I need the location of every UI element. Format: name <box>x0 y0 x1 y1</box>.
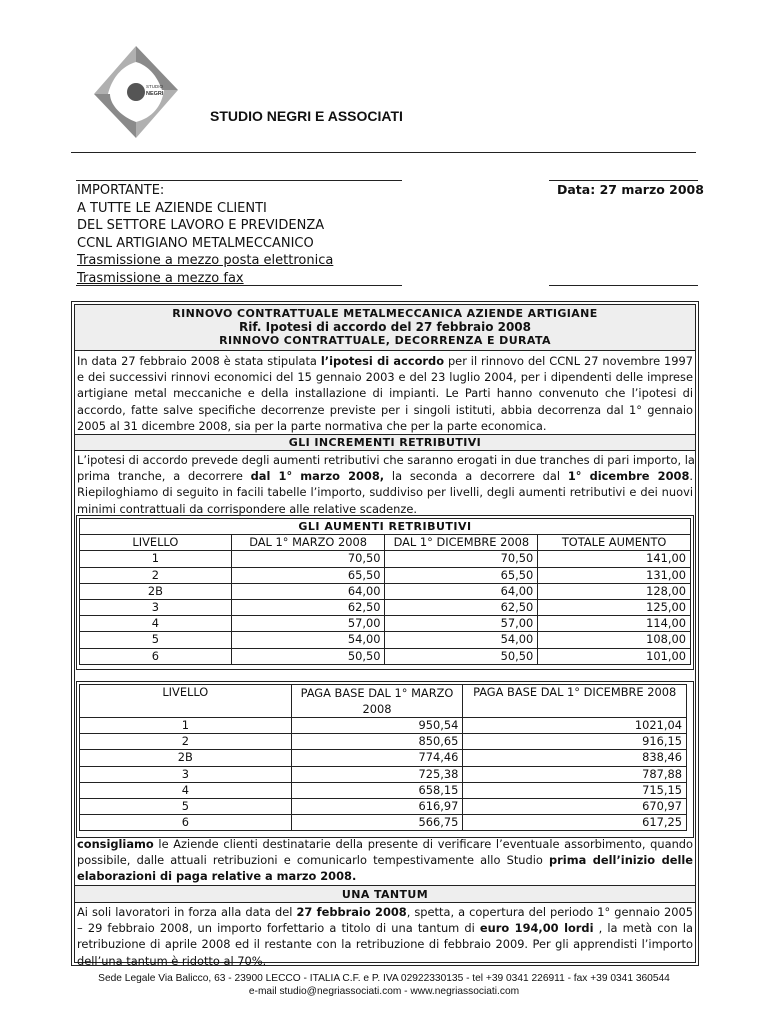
recipient-line-3: CCNL ARTIGIANO METALMECCANICO <box>77 235 314 251</box>
una-tantum-line: dell’una tantum è ridotto al 70%. <box>77 953 267 968</box>
cell: 62,50 <box>231 599 385 615</box>
increments-bold-march: dal 1° marzo 2008, <box>250 469 385 484</box>
advice-bold: prima dell’inizio delle <box>549 853 693 868</box>
circular-title: RINNOVO CONTRATTUALE METALMECCANICA AZIENDE ARTIGIANE <box>172 307 598 320</box>
table2-header: LIVELLO <box>80 685 292 718</box>
cell: 838,46 <box>463 750 687 766</box>
una-tantum-text: – 29 febbraio 2008, un importo forfettario a titolo di una tantum di <box>77 921 480 936</box>
cell: 54,00 <box>385 632 538 648</box>
recipient-line-2: DEL SETTORE LAVORO E PREVIDENZA <box>77 218 325 233</box>
circular-header <box>75 304 695 351</box>
intro-line: e dei successivi rinnovi economici del 15 gennaio 2003 e del 23 luglio 2004, per i dipendenti delle imprese <box>77 370 693 385</box>
cell: 658,15 <box>291 782 463 798</box>
cell: 5 <box>80 632 232 648</box>
cell: 114,00 <box>538 616 691 632</box>
base-pay-table <box>79 684 687 831</box>
una-tantum-text: , spetta, a copertura del periodo 1° gennaio 2005 <box>406 905 694 919</box>
una-tantum-bold-amount: euro 194,00 lordi <box>479 921 594 936</box>
table-row <box>80 815 687 831</box>
increments-heading: GLI INCREMENTI RETRIBUTIVI <box>75 434 695 451</box>
table-row <box>80 616 691 632</box>
recipient-block <box>77 182 333 287</box>
cell: 70,50 <box>385 551 538 567</box>
cell: 125,00 <box>538 599 691 615</box>
cell: 787,88 <box>463 766 687 782</box>
increments-table <box>79 518 691 665</box>
cell: 670,97 <box>463 798 687 814</box>
circular-subtitle: RINNOVO CONTRATTUALE, DECORRENZA E DURATA <box>219 334 551 347</box>
cell: 6 <box>80 648 232 664</box>
advice-bold: consigliamo <box>77 837 154 851</box>
cell: 616,97 <box>291 798 463 814</box>
advice-paragraph <box>77 836 693 885</box>
cell: 3 <box>80 599 232 615</box>
cell: 62,50 <box>385 599 538 615</box>
date-bottom-rule <box>549 285 698 286</box>
intro-bold-ipotesi: l’ipotesi di accordo <box>320 354 445 368</box>
cell: 725,38 <box>291 766 463 782</box>
intro-text: per il rinnovo del CCNL 27 novembre 1997 <box>444 354 694 368</box>
header-divider <box>71 152 696 153</box>
address-bottom-rule <box>76 285 402 286</box>
cell: 64,00 <box>385 583 538 599</box>
increments-line: minimi contrattuali da corrispondere alle relative scadenze. <box>77 501 417 516</box>
increments-text: prima tranche, a decorrere <box>77 469 251 484</box>
document-date: Data: 27 marzo 2008 <box>557 182 704 197</box>
table-row <box>80 599 691 615</box>
studio-negri-logo <box>90 42 182 142</box>
intro-text: In data 27 febbraio 2008 è stata stipulata <box>77 354 321 368</box>
table-row <box>80 782 687 798</box>
table-row <box>80 798 687 814</box>
cell: 50,50 <box>385 648 538 664</box>
advice-text: possibile, dalle attuali retribuzioni e comunicarlo tempestivamente allo Studio <box>77 853 550 868</box>
cell: 5 <box>80 798 292 814</box>
cell: 6 <box>80 815 292 831</box>
cell: 50,50 <box>231 648 385 664</box>
table1-header: LIVELLO <box>80 535 232 551</box>
transmission-email: Trasmissione a mezzo posta elettronica <box>77 253 334 268</box>
una-tantum-bold-date: 27 febbraio 2008 <box>296 905 407 919</box>
cell: 57,00 <box>231 616 385 632</box>
cell: 774,46 <box>291 750 463 766</box>
cell: 715,15 <box>463 782 687 798</box>
footer-contacts: e-mail studio@negriassociati.com - www.negriassociati.com <box>248 986 520 997</box>
intro-paragraph <box>77 353 693 434</box>
cell: 850,65 <box>291 734 463 750</box>
cell: 131,00 <box>538 567 691 583</box>
advice-bold: elaborazioni di paga relative a marzo 2008. <box>77 869 357 884</box>
table-row <box>80 718 687 734</box>
table2-header-march <box>291 685 463 718</box>
table2-header-line: PAGA BASE DAL 1° MARZO <box>300 686 454 700</box>
table1-header: TOTALE AUMENTO <box>538 535 691 551</box>
cell: 101,00 <box>538 648 691 664</box>
increments-text: la seconda a decorrere dal <box>384 469 568 484</box>
table-row <box>80 734 687 750</box>
cell: 950,54 <box>291 718 463 734</box>
table-row <box>80 750 687 766</box>
cell: 2B <box>80 750 292 766</box>
cell: 65,50 <box>385 567 538 583</box>
cell: 617,25 <box>463 815 687 831</box>
address-top-rule <box>76 180 402 181</box>
cell: 2 <box>80 567 232 583</box>
footer <box>0 972 768 998</box>
cell: 4 <box>80 616 232 632</box>
una-tantum-text: Ai soli lavoratori in forza alla data del <box>77 905 297 919</box>
cell: 1 <box>80 718 292 734</box>
table1-header: DAL 1° DICEMBRE 2008 <box>385 535 538 551</box>
cell: 108,00 <box>538 632 691 648</box>
cell: 57,00 <box>385 616 538 632</box>
cell: 1021,04 <box>463 718 687 734</box>
una-tantum-text: , la metà con la <box>593 921 693 936</box>
table-row <box>80 551 691 567</box>
logo-text-negri: NEGRI <box>146 91 164 97</box>
table-row <box>80 648 691 664</box>
circular-reference: Rif. Ipotesi di accordo del 27 febbraio 2008 <box>238 319 532 334</box>
increments-line: Riepiloghiamo di seguito in facili tabelle l’importo, suddiviso per livelli, degli aumenti retributivi e dei nuovi <box>77 485 693 500</box>
table-row <box>80 567 691 583</box>
cell: 4 <box>80 782 292 798</box>
table-row <box>80 583 691 599</box>
cell: 70,50 <box>231 551 385 567</box>
cell: 566,75 <box>291 815 463 831</box>
cell: 65,50 <box>231 567 385 583</box>
cell: 141,00 <box>538 551 691 567</box>
cell: 916,15 <box>463 734 687 750</box>
footer-address: Sede Legale Via Balicco, 63 - 23900 LECCO - ITALIA C.F. e P. IVA 02922330135 - tel +39 0341 226911 - fax +39 0341 360544 <box>98 973 670 984</box>
table-row <box>80 632 691 648</box>
cell: 2 <box>80 734 292 750</box>
una-tantum-heading: UNA TANTUM <box>75 885 695 903</box>
increments-line: L’ipotesi di accordo prevede degli aumenti retributivi che saranno erogati in due tranches di pari importo, la <box>77 453 695 467</box>
logo-diamond-icon <box>90 42 182 142</box>
cell: 3 <box>80 766 292 782</box>
logo-text-studio: STUDIO <box>146 84 164 89</box>
intro-line: accordo, fatte salve specifiche decorrenze previste per i singoli istituti, abbia decorrenza dal 1° gennaio <box>77 402 693 417</box>
importante-label: IMPORTANTE: <box>77 183 165 198</box>
date-top-rule <box>549 180 698 181</box>
cell: 128,00 <box>538 583 691 599</box>
increments-paragraph <box>77 452 693 517</box>
intro-line: 2005 al 31 dicembre 2008, sia per la parte normativa che per la parte economica. <box>77 418 547 433</box>
cell: 64,00 <box>231 583 385 599</box>
increments-bold-december: 1° dicembre 2008 <box>567 469 690 484</box>
increments-text: . <box>689 469 694 484</box>
una-tantum-paragraph <box>77 904 693 969</box>
transmission-fax: Trasmissione a mezzo fax <box>77 270 244 286</box>
table1-title: GLI AUMENTI RETRIBUTIVI <box>80 519 691 535</box>
cell: 2B <box>80 583 232 599</box>
table-row <box>80 766 687 782</box>
table2-header-line: 2008 <box>362 702 392 716</box>
recipient-line-1: A TUTTE LE AZIENDE CLIENTI <box>77 200 267 216</box>
cell: 54,00 <box>231 632 385 648</box>
studio-title: STUDIO NEGRI E ASSOCIATI <box>210 108 403 124</box>
cell: 1 <box>80 551 232 567</box>
intro-line: artigiane metal meccaniche e della installazione di impianti. Le Parti hanno convenuto che l’ipotesi di <box>77 386 693 401</box>
table1-header: DAL 1° MARZO 2008 <box>231 535 385 551</box>
advice-text: le Aziende clienti destinatarie della presente di verificare l’eventuale assorbimento, quando <box>153 837 693 851</box>
una-tantum-line: retribuzione di aprile 2008 ed il restante con la retribuzione di febbraio 2009. Per gli apprendisti l’importo <box>77 937 693 952</box>
table2-header: PAGA BASE DAL 1° DICEMBRE 2008 <box>463 685 687 718</box>
